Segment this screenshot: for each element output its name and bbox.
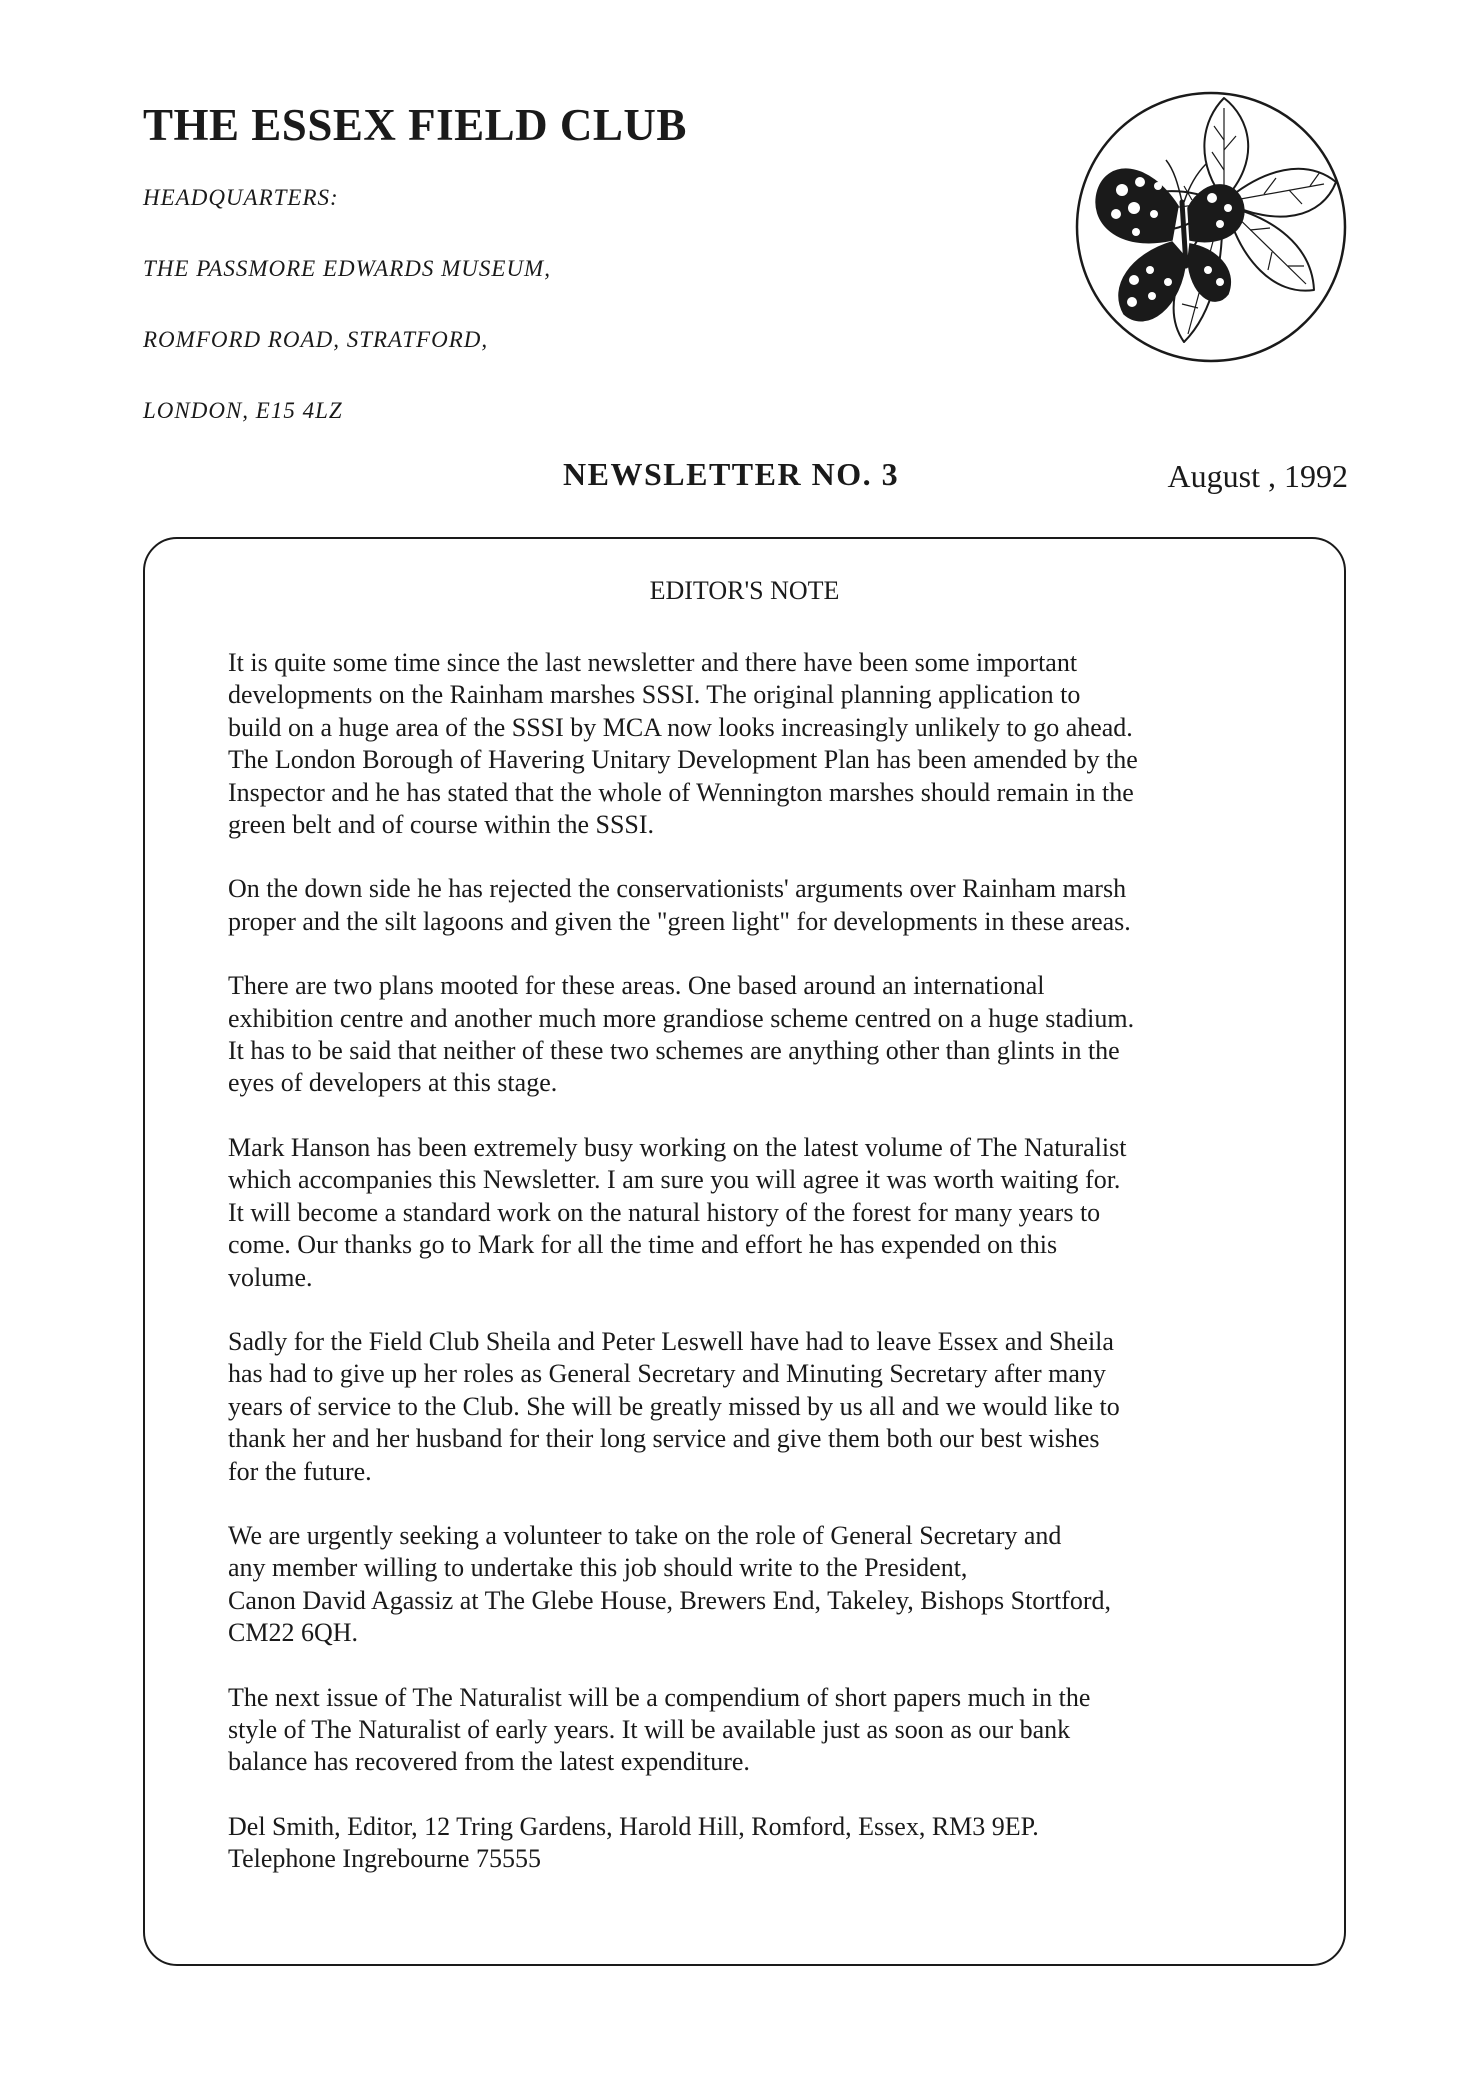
note-paragraph — [228, 647, 1308, 841]
note-line: We are urgently seeking a volunteer to take on the role of General Secretary and — [228, 1520, 1062, 1550]
note-line: proper and the silt lagoons and given the "green light" for developments in these areas. — [228, 906, 1131, 936]
address-city: LONDON, E15 4LZ — [143, 398, 343, 423]
note-line: eyes of developers at this stage. — [228, 1068, 558, 1098]
note-line: Canon David Agassiz at The Glebe House, Brewers End, Takeley, Bishops Stortford, — [228, 1585, 1111, 1615]
note-line: years of service to the Club. She will be greatly missed by us all and we would like to — [228, 1391, 1120, 1421]
address-road: ROMFORD ROAD, STRATFORD, — [143, 327, 489, 352]
note-line: On the down side he has rejected the conservationists' arguments over Rainham marsh — [228, 874, 1127, 904]
note-line: thank her and her husband for their long service and give them both our best wishes — [228, 1424, 1100, 1454]
note-line: green belt and of course within the SSSI. — [228, 810, 655, 840]
address-museum: THE PASSMORE EDWARDS MUSEUM, — [143, 256, 551, 281]
note-line: It is quite some time since the last newsletter and there have been some important — [228, 648, 1078, 677]
editors-note-heading: EDITOR'S NOTE — [649, 576, 840, 605]
note-line: Mark Hanson has been extremely busy working on the latest volume of The Naturalist — [228, 1132, 1127, 1162]
note-line: The next issue of The Naturalist will be a compendium of short papers much in the — [228, 1682, 1091, 1712]
note-line: come. Our thanks go to Mark for all the time and effort he has expended on this — [228, 1230, 1058, 1260]
note-line: There are two plans mooted for these areas. One based around an international — [228, 971, 1045, 1001]
note-paragraph — [228, 1520, 1308, 1650]
signoff-line: Telephone Ingrebourne 75555 — [228, 1844, 541, 1874]
editors-note-body — [228, 647, 1308, 1876]
editor-signoff — [228, 1811, 1308, 1876]
note-line: developments on the Rainham marshes SSSI. The original planning application to — [228, 680, 1081, 710]
note-line: It will become a standard work on the natural history of the forest for many years to — [228, 1197, 1101, 1227]
note-paragraph — [228, 1132, 1308, 1294]
note-line: The London Borough of Havering Unitary Development Plan has been amended by the — [228, 745, 1138, 775]
editors-note-box — [143, 537, 1346, 1966]
note-paragraph — [228, 970, 1308, 1100]
note-line: any member willing to undertake this job should write to the President, — [228, 1553, 968, 1583]
note-line: It has to be said that neither of these two schemes are anything other than glints in the — [228, 1036, 1120, 1066]
butterfly-on-leaf-icon — [1074, 90, 1348, 364]
note-line: volume. — [228, 1262, 313, 1292]
note-line: exhibition centre and another much more grandiose scheme centred on a huge stadium. — [228, 1003, 1135, 1033]
newsletter-number: NEWSLETTER NO. 3 — [563, 456, 900, 492]
note-line: style of The Naturalist of early years. It will be available just as soon as our bank — [228, 1714, 1071, 1744]
note-line: Inspector and he has stated that the whole of Wennington marshes should remain in the — [228, 777, 1134, 807]
signoff-line: Del Smith, Editor, 12 Tring Gardens, Harold Hill, Romford, Essex, RM3 9EP. — [228, 1811, 1039, 1841]
note-line: CM22 6QH. — [228, 1618, 359, 1648]
note-paragraph — [228, 873, 1308, 938]
club-title: THE ESSEX FIELD CLUB — [143, 100, 687, 150]
note-line: which accompanies this Newsletter. I am sure you will agree it was worth waiting for. — [228, 1165, 1121, 1195]
note-line: Sadly for the Field Club Sheila and Peter Leswell have had to leave Essex and Sheila — [228, 1326, 1114, 1356]
note-line: balance has recovered from the latest expenditure. — [228, 1747, 750, 1777]
address-headquarters: HEADQUARTERS: — [143, 185, 339, 210]
note-paragraph — [228, 1682, 1308, 1779]
note-line: has had to give up her roles as General Secretary and Minuting Secretary after many — [228, 1359, 1106, 1389]
note-line: build on a huge area of the SSSI by MCA now looks increasingly unlikely to go ahead. — [228, 712, 1133, 742]
issue-date: August , 1992 — [1167, 458, 1348, 494]
note-paragraph — [228, 1326, 1308, 1488]
note-line: for the future. — [228, 1456, 372, 1486]
